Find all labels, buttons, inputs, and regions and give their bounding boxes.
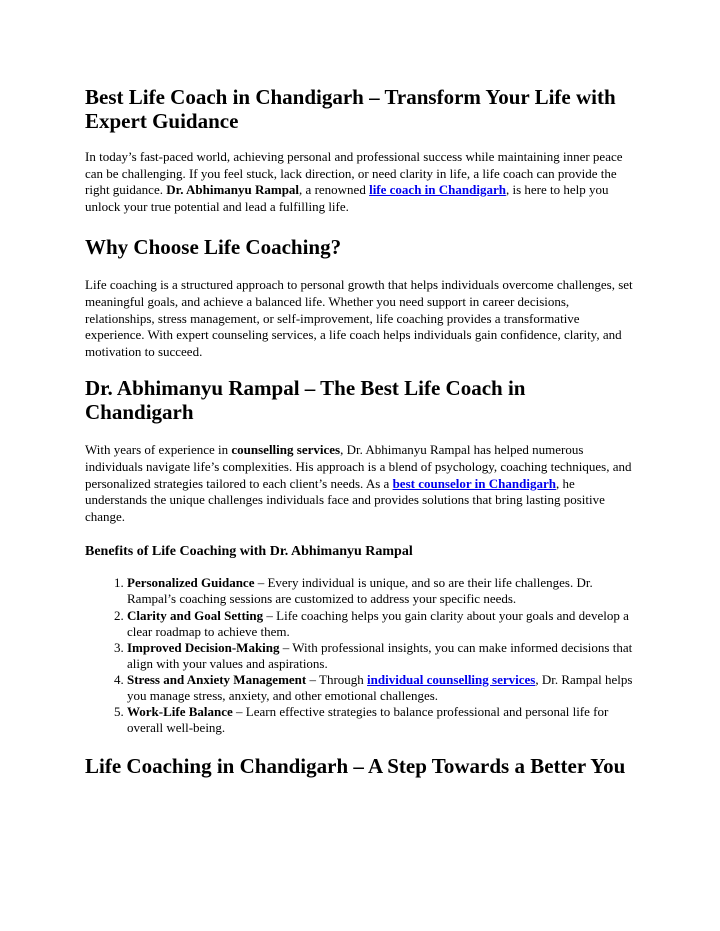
list-item — [127, 575, 636, 607]
list-item — [127, 640, 636, 672]
why-paragraph: Life coaching is a structured approach to personal growth that helps individuals overcome challenges, set meaningful goals, and achieve a balanced life. Whether you need support in career decisions, relationships, stress management, or self-improvement, life coaching provides a transformative experience. With expert counseling services, a life coach helps individuals gain confidence, clarity, and motivation to succeed. — [85, 277, 633, 359]
dr-heading: Dr. Abhimanyu Rampal – The Best Life Coach in Chandigarh — [85, 376, 526, 425]
list-item-title: Stress and Anxiety Management — [127, 671, 307, 687]
benefits-list — [85, 575, 636, 736]
list-item-text: , Dr. Rampal helps you manage stress, anxiety, and other emotional challenges. — [127, 671, 633, 703]
final-heading: Life Coaching in Chandigarh – A Step Towards a Better You — [85, 754, 626, 779]
list-item — [127, 672, 636, 704]
intro-text-3: , is here to help you unlock your true potential and lead a fulfilling life. — [85, 182, 609, 214]
benefits-heading: Benefits of Life Coaching with Dr. Abhimanyu Rampal — [85, 544, 413, 560]
page-title: Best Life Coach in Chandigarh – Transform Your Life with Expert Guidance — [85, 85, 616, 133]
why-heading: Why Choose Life Coaching? — [85, 235, 342, 260]
dr-text-3: , he understands the unique challenges individuals face and provides solutions that bring lasting positive change. — [85, 475, 605, 524]
list-item-text: – Every individual is unique, and so are their life challenges. Dr. Rampal’s coaching sessions are customized to address your specific needs. — [127, 575, 593, 607]
intro-paragraph — [85, 149, 636, 215]
list-item-text-before: – Through — [306, 671, 368, 687]
intro-bold-name: Dr. Abhimanyu Rampal — [166, 182, 300, 198]
intro-text-2: , a renowned — [299, 182, 370, 198]
list-item-title: Improved Decision-Making — [127, 639, 280, 655]
list-item-title: Clarity and Goal Setting — [127, 607, 264, 623]
intro-text-1: In today’s fast-paced world, achieving personal and professional success while maintaining inner peace can be challenging. If you feel stuck, lack direction, or need clarity in life, a life coach can provide the right guidance. — [85, 149, 623, 198]
dr-bold-services: counselling services — [231, 442, 341, 458]
dr-text-1: With years of experience in — [85, 442, 232, 458]
dr-text-2: , Dr. Abhimanyu Rampal has helped numerous individuals navigate life’s complexities. His approach is a blend of psychology, coaching techniques, and personalized strategies tailored to each client’s needs. As a — [85, 442, 632, 491]
list-item — [127, 704, 636, 736]
dr-paragraph — [85, 442, 636, 525]
life-coach-link[interactable]: life coach in Chandigarh — [369, 182, 506, 198]
individual-counselling-link[interactable]: individual counselling services — [367, 671, 536, 687]
list-item-text: – Life coaching helps you gain clarity about your goals and develop a clear roadmap to achieve them. — [127, 607, 629, 639]
list-item-title: Work-Life Balance — [127, 704, 233, 720]
list-item-text: – Learn effective strategies to balance professional and personal life for overall well-being. — [127, 704, 609, 736]
list-item — [127, 608, 636, 640]
list-item-title: Personalized Guidance — [127, 575, 255, 591]
best-counselor-link[interactable]: best counselor in Chandigarh — [392, 475, 556, 491]
list-item-text: – With professional insights, you can make informed decisions that align with your values and aspirations. — [127, 639, 633, 671]
